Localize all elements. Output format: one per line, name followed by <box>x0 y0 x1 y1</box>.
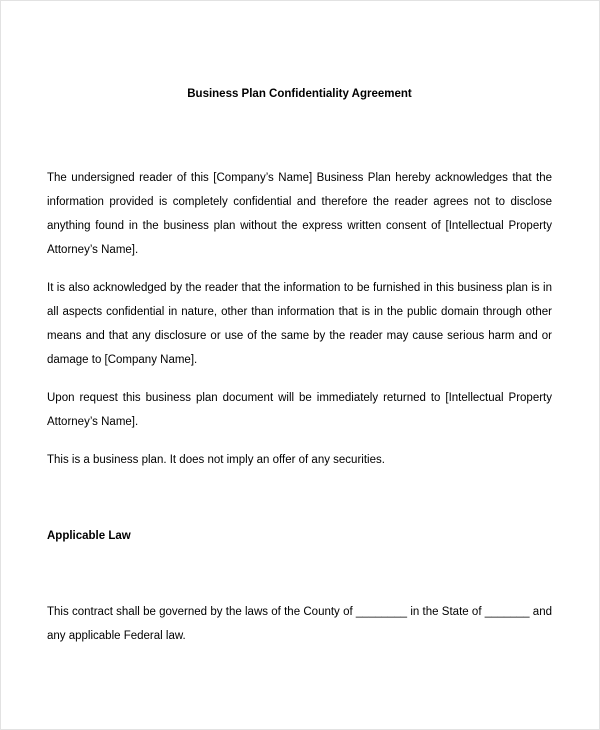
paragraph-confidentiality-acknowledgement: The undersigned reader of this [Company’s Name] Business Plan hereby acknowledges that the information provided is completely confidential and therefore the reader agrees not to disclose anything found in the business plan without the express written consent of [Intellectual Property Attorney’s Name]. <box>47 172 552 256</box>
document-title: Business Plan Confidentiality Agreement <box>187 88 412 100</box>
paragraph-no-securities-offer: This is a business plan. It does not imply an offer of any securities. <box>47 454 385 466</box>
section-heading-applicable-law: Applicable Law <box>47 530 131 542</box>
paragraph-governing-law: This contract shall be governed by the laws of the County of ________ in the State of _______ and any applicable Federal law. <box>47 606 552 642</box>
paragraph-return-upon-request: Upon request this business plan document will be immediately returned to [Intellectual Property Attorney’s Name]. <box>47 392 552 428</box>
paragraph-confidential-nature: It is also acknowledged by the reader that the information to be furnished in this business plan is in all aspects confidential in nature, other than information that is in the public domain through other means and that any disclosure or use of the same by the reader may cause serious harm and or damage to [Company Name]. <box>47 282 552 366</box>
